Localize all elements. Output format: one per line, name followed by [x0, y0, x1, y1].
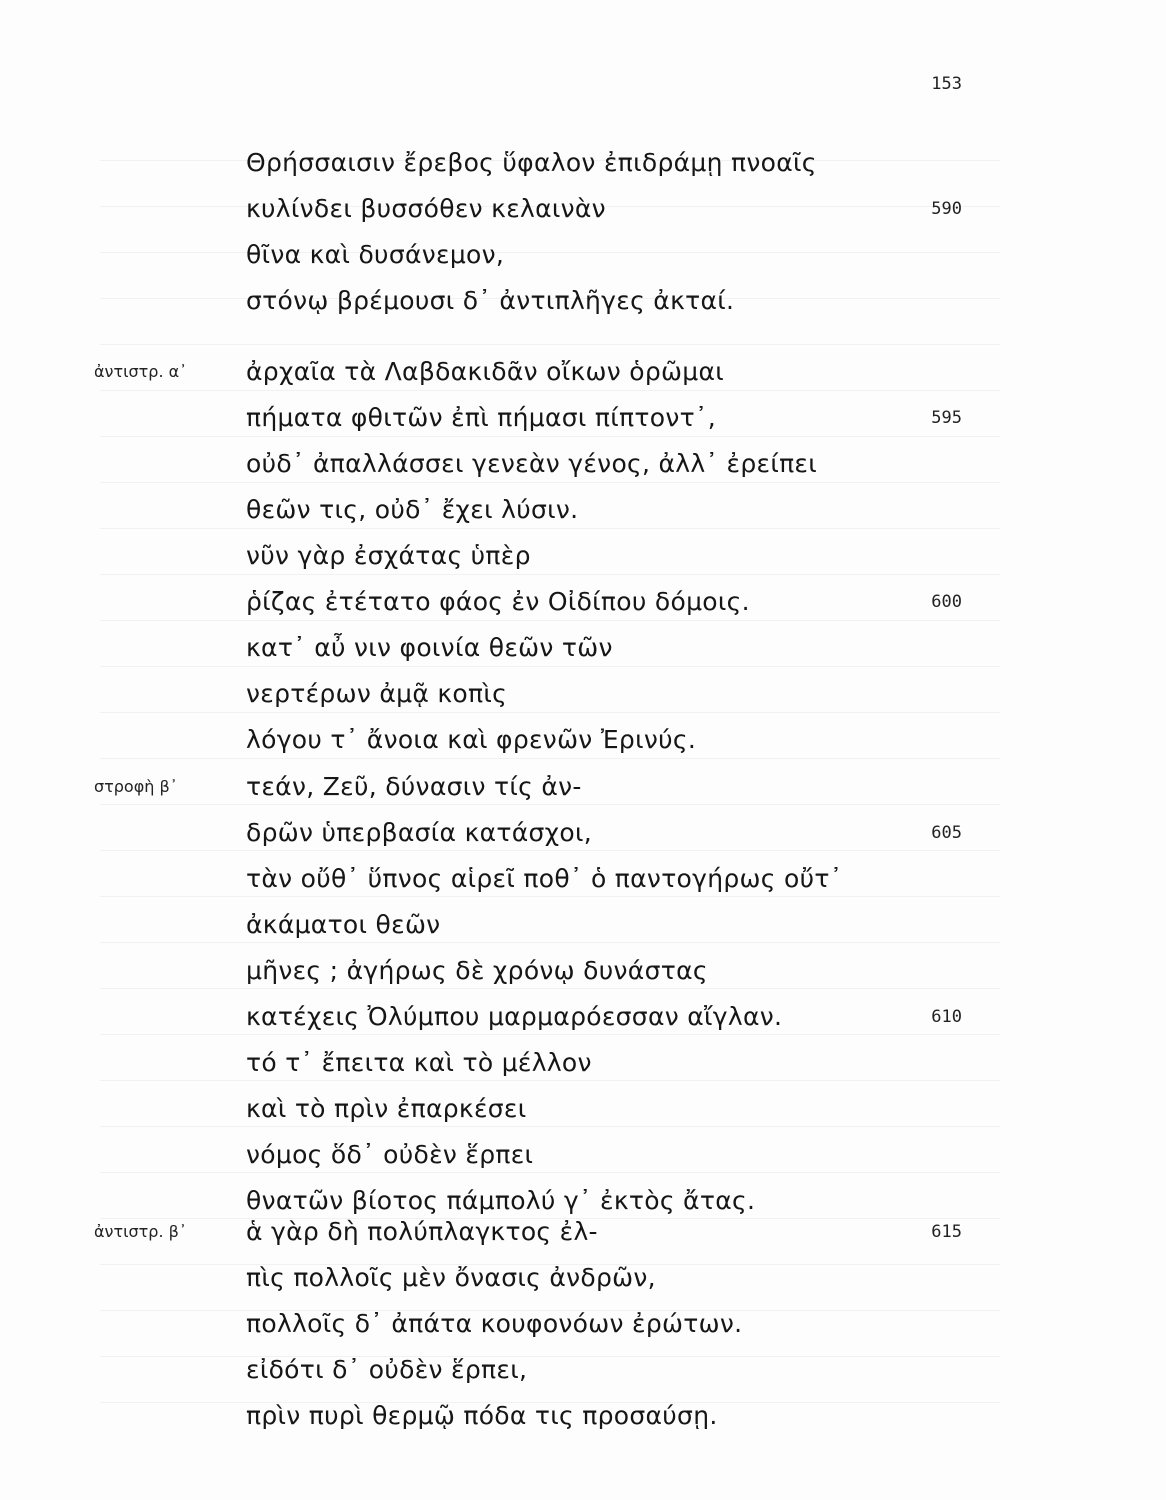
- line-number: 615: [931, 1222, 962, 1242]
- verse-line: [0, 671, 1166, 717]
- verse-text: λόγου τ᾽ ἄνοια καὶ φρενῶν Ἐρινύς.: [246, 725, 697, 754]
- verse-line: [0, 1393, 1166, 1439]
- verse-text: ῥίζας ἐτέτατο φάος ἐν Οἰδίπου δόμοις.: [246, 587, 750, 616]
- verse-text: Θρήσσαισιν ἔρεβος ὕφαλον ἐπιδράμῃ πνοαῖς: [246, 148, 817, 177]
- verse-text: δρῶν ὑπερβασία κατάσχοι,: [246, 818, 593, 847]
- verse-text: τὰν οὔθ᾽ ὕπνος αἱρεῖ ποθ᾽ ὁ παντογήρως οὔτ᾽: [246, 864, 843, 893]
- verse-line: [0, 278, 1166, 324]
- verse-line: [0, 579, 1166, 625]
- verse-text: ἀκάματοι θεῶν: [246, 910, 441, 939]
- verse-text: νόμος ὅδ᾽ οὐδὲν ἕρπει: [246, 1140, 534, 1169]
- verse-text: πολλοῖς δ᾽ ἀπάτα κουφονόων ἐρώτων.: [246, 1309, 743, 1338]
- verse-line: [0, 1301, 1166, 1347]
- verse-text: μῆνες ; ἀγήρως δὲ χρόνῳ δυνάστας: [246, 956, 708, 985]
- verse-text: κυλίνδει βυσσόθεν κελαινὰν: [246, 194, 606, 223]
- verse-text: νερτέρων ἀμᾷ κοπὶς: [246, 679, 508, 708]
- verse-text: θῖνα καὶ δυσάνεμον,: [246, 240, 505, 269]
- verse-line: [0, 717, 1166, 763]
- verse-line: [0, 1255, 1166, 1301]
- verse-line: [0, 764, 1166, 810]
- verse-line: [0, 232, 1166, 278]
- section-label: ἀντιστρ. α᾽: [94, 362, 188, 381]
- verse-line: [0, 1086, 1166, 1132]
- verse-text: πρὶν πυρὶ θερμῷ πόδα τις προσαύσῃ.: [246, 1401, 718, 1430]
- verse-text: οὐδ᾽ ἀπαλλάσσει γενεὰν γένος, ἀλλ᾽ ἐρείπει: [246, 449, 817, 478]
- verse-text: τό τ᾽ ἔπειτα καὶ τὸ μέλλον: [246, 1048, 592, 1077]
- line-number: 605: [931, 823, 962, 843]
- verse-line: [0, 856, 1166, 902]
- verse-line: [0, 1347, 1166, 1393]
- verse-text: θεῶν τις, οὐδ᾽ ἔχει λύσιν.: [246, 495, 579, 524]
- verse-text: νῦν γὰρ ἐσχάτας ὑπὲρ: [246, 541, 531, 570]
- verse-line: [0, 349, 1166, 395]
- verse-line: [0, 441, 1166, 487]
- verse-line: [0, 140, 1166, 186]
- verse-text: πήματα φθιτῶν ἐπὶ πήμασι πίπτοντ᾽,: [246, 403, 716, 432]
- verse-line: [0, 1132, 1166, 1178]
- line-number: 595: [931, 408, 962, 428]
- verse-text: στόνῳ βρέμουσι δ᾽ ἀντιπλῆγες ἀκταί.: [246, 286, 735, 315]
- verse-line: [0, 948, 1166, 994]
- verse-text: ἁ γὰρ δὴ πολύπλαγκτος ἐλ-: [246, 1217, 598, 1246]
- verse-text: τεάν, Ζεῦ, δύνασιν τίς ἀν-: [246, 772, 582, 801]
- verse-text: πὶς πολλοῖς μὲν ὄνασις ἀνδρῶν,: [246, 1263, 656, 1292]
- verse-text: κατ᾽ αὖ νιν φοινία θεῶν τῶν: [246, 633, 613, 662]
- line-number: 610: [931, 1007, 962, 1027]
- verse-line: [0, 902, 1166, 948]
- verse-line: [0, 994, 1166, 1040]
- section-label: ἀντιστρ. β᾽: [94, 1222, 187, 1241]
- verse-text: καὶ τὸ πρὶν ἐπαρκέσει: [246, 1094, 527, 1123]
- verse-text: κατέχεις Ὀλύμπου μαρμαρόεσσαν αἴγλαν.: [246, 1002, 783, 1031]
- verse-line: [0, 395, 1166, 441]
- verse-line: [0, 487, 1166, 533]
- verse-line: [0, 533, 1166, 579]
- page-number: 153: [931, 74, 962, 94]
- verse-line: [0, 1209, 1166, 1255]
- verse-line: [0, 625, 1166, 671]
- line-number: 600: [931, 592, 962, 612]
- verse-text: εἰδότι δ᾽ οὐδὲν ἕρπει,: [246, 1355, 528, 1384]
- verse-line: [0, 186, 1166, 232]
- line-number: 590: [931, 199, 962, 219]
- verse-text: ἀρχαῖα τὰ Λαβδακιδᾶν οἴκων ὁρῶμαι: [246, 357, 725, 386]
- verse-text: θνατῶν βίοτος πάμπολύ γ᾽ ἐκτὸς ἄτας.: [246, 1186, 756, 1215]
- verse-line: [0, 810, 1166, 856]
- verse-line: [0, 1040, 1166, 1086]
- section-label: στροφὴ β᾽: [94, 777, 178, 796]
